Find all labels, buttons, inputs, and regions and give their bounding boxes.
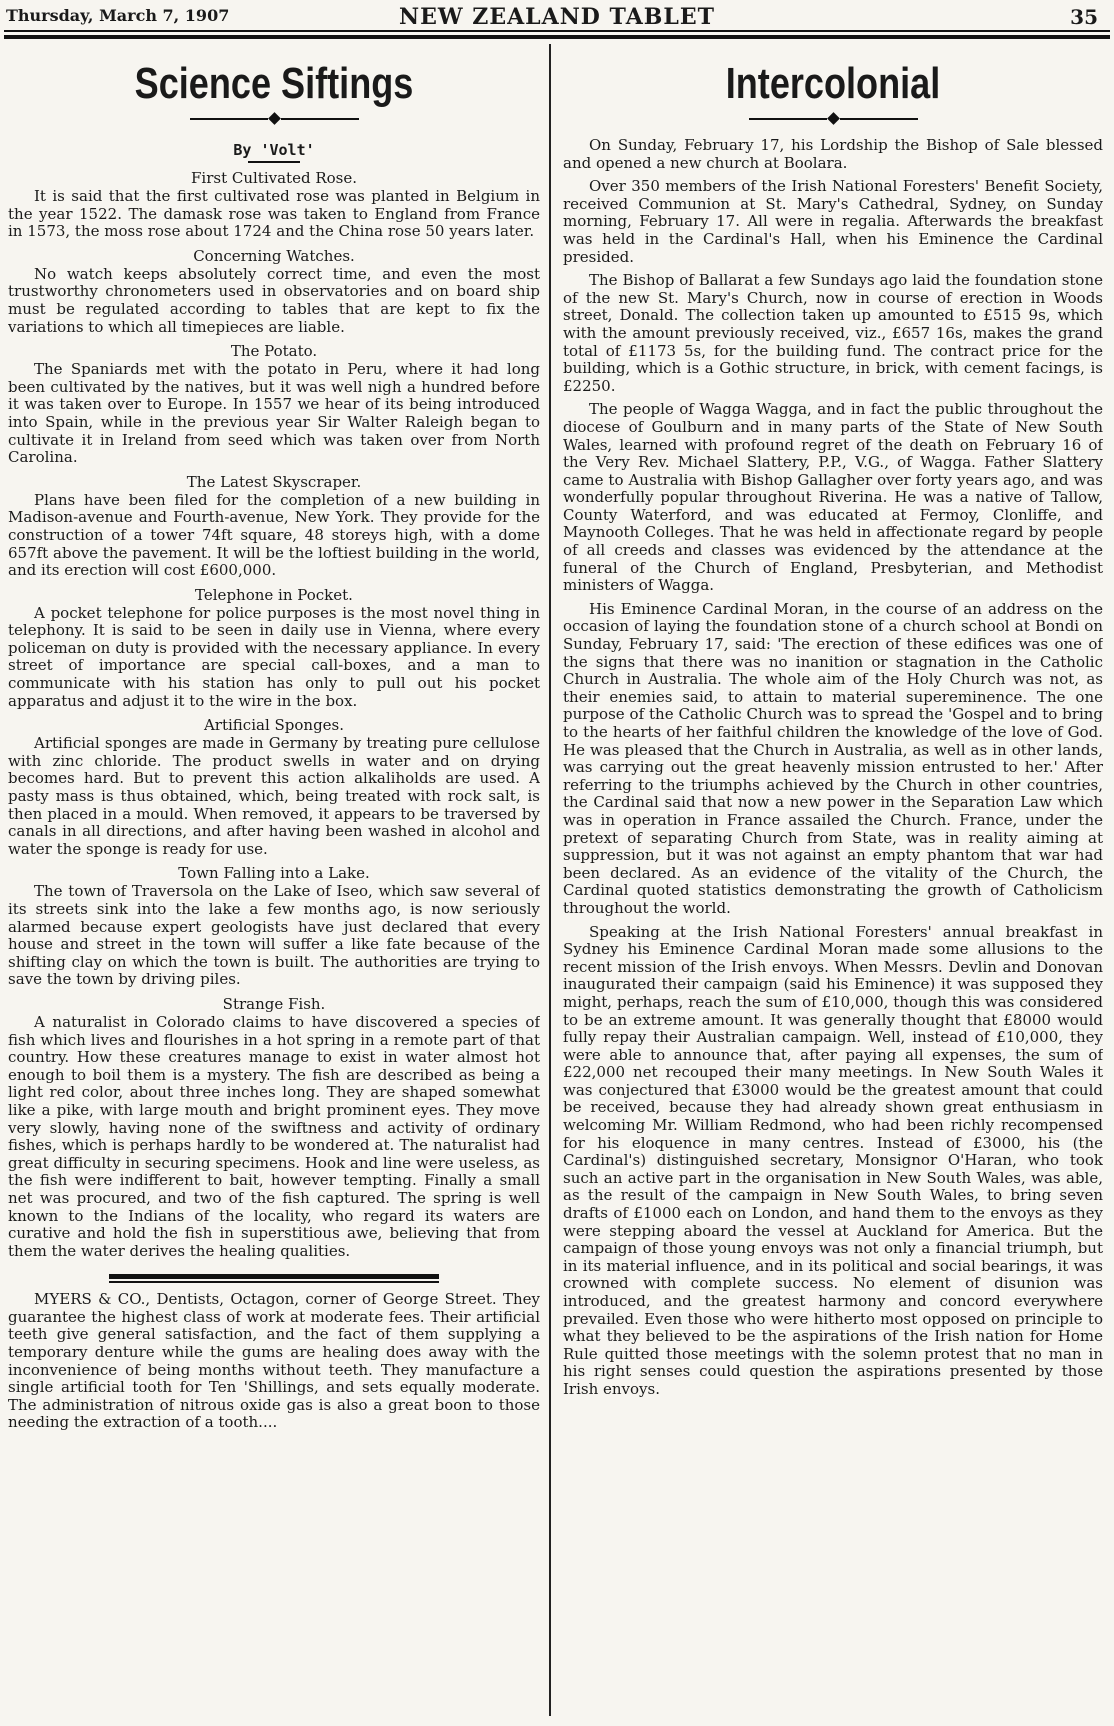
news-paragraph: The Bishop of Ballarat a few Sundays ago laid the foundation stone of the new St. Mary's Church, now in course of erection in Woods street, Donald. The collection taken up amounted to £515 9s, which with the amount previously received, viz., £657 16s, makes the grand total of £1173 5s, for the building fund. The contract price for the building, which is a Gothic structure, in brick, with cement facings, is £2250. bbox=[563, 271, 1103, 395]
page-header bbox=[6, 4, 1108, 30]
section-heading: The Latest Skyscraper. bbox=[186, 472, 362, 491]
advert-rule bbox=[109, 1274, 439, 1279]
section-heading: Strange Fish. bbox=[222, 994, 326, 1013]
news-paragraph: His Eminence Cardinal Moran, in the course of an address on the occasion of laying the foundation stone of a church school at Bondi on Sunday, February 17, said: 'The erection of these edifices was one of the signs that there was no inanition or stagnation in the Catholic Church in Australia. The whole aim of the Holy Church was not, as their enemies said, to attain to material supereminence. The one purpose of the Catholic Church was to spread the 'Gospel and to bring to the hearts of her faithful children the knowledge of the love of God. He was pleased that the Church in Australia, as well as in other lands, was carrying out the great heavenly mission entrusted to her.' After referring to the triumphs achieved by the Church in other countries, the Cardinal said that now a new power in the Separation Law which was in operation in France assailed the Church. France, under the pretext of separating Church from State, was in reality aiming at suppression, but it was not against an empty phantom that war had been declared. As an evidence of the vitality of the Church, the Cardinal quoted statistics demonstrating the growth of Catholicism throughout the world. bbox=[563, 599, 1103, 917]
news-paragraph: The people of Wagga Wagga, and in fact the public throughout the diocese of Goulburn and in many parts of the State of New South Wales, learned with profound regret of the death on February 16 of the Very Rev. Michael Slattery, P.P., V.G., of Wagga. Father Slattery came to Australia with Bishop Gallagher over forty years ago, and was wonderfully popular throughout Riverina. He was a native of Tallow, County Waterford, and was educated at Fermoy, Clonliffe, and Maynooth Colleges. That he was held in affectionate regard by people of all creeds and classes was evidenced by the attendance at the funeral of the Church of England, Presbyterian, and Methodist ministers of Wagga. bbox=[563, 400, 1103, 595]
section-heading: Concerning Watches. bbox=[193, 246, 355, 265]
byline: By 'Volt' bbox=[233, 141, 315, 159]
advert-rule-thin bbox=[109, 1281, 439, 1283]
section-body: Artificial sponges are made in Germany by treating pure cellulose with zinc chloride. The product swells in water and on drying becomes hard. But to prevent this action alkaliholds are used. A pasty mass is thus obtained, which, being treated with rock salt, is then placed in a mould. When removed, it appears to be traversed by canals in all directions, and after having been washed in alcohol and water the sponge is ready for use. bbox=[8, 734, 540, 858]
title-ornament bbox=[563, 114, 1103, 123]
byline-rule bbox=[248, 161, 300, 163]
science-siftings-column bbox=[8, 44, 540, 1720]
publication-title: NEW ZEALAND TABLET bbox=[399, 4, 715, 30]
news-paragraph: On Sunday, February 17, his Lordship the Bishop of Sale blessed and opened a new church at Boolara. bbox=[563, 136, 1103, 172]
advertisement: MYERS & CO., Dentists, Octagon, corner of George Street. They guarantee the highest class of work at moderate fees. Their artificial teeth give general satisfaction, and the fact of them supplying a temporary denture while the gums are healing does away with the inconvenience of being months without teeth. They manufacture a single artificial tooth for Ten 'Shillings, and sets equally moderate. The administration of nitrous oxide gas is also a great boon to those needing the extraction of a tooth.... bbox=[8, 1290, 540, 1432]
section-body: The town of Traversola on the Lake of Iseo, which saw several of its streets sink into the lake a few months ago, is now seriously alarmed because expert geologists have just declared that every house and street in the town will suffer a like fate because of the shifting clay on which the town is built. The authorities are trying to save the town by driving piles. bbox=[8, 882, 540, 989]
section-body: No watch keeps absolutely correct time, and even the most trustworthy chronometers used in observatories and on board ship must be regulated according to tables that are kept to fix the variations to which all timepieces are liable. bbox=[8, 264, 540, 336]
section-heading: The Potato. bbox=[230, 342, 318, 361]
section-heading: First Cultivated Rose. bbox=[191, 169, 357, 187]
section-body: A naturalist in Colorado claims to have discovered a species of fish which lives and flourishes in a hot spring in a remote part of that country. How these creatures manage to exist in water almost hot enough to boil them is a mystery. The fish are described as being a light red color, about three inches long. They are shaped somewhat like a pike, with large mouth and bright prominent eyes. They move very slowly, having none of the swiftness and activity of ordinary fishes, which is perhaps hardly to be wondered at. The naturalist had great difficulty in securing specimens. Hook and line were useless, as the fish were indifferent to bait, however tempting. Finally a small net was procured, and two of the fish captured. The spring is well known to the Indians of the locality, who regard its waters are curative and hold the fish in superstitious awe, believing that from them the water derives the healing qualities. bbox=[8, 1012, 540, 1260]
section-body: A pocket telephone for police purposes is the most novel thing in telephony. It is said to be seen in daily use in Vienna, where every policeman on duty is provided with the necessary appliance. In every street of importance are special call-boxes, and a man to communicate with his station has only to pull out his pocket apparatus and adjust it to the wire in the box. bbox=[8, 603, 540, 710]
section-heading: Telephone in Pocket. bbox=[195, 585, 353, 604]
title-ornament bbox=[8, 114, 540, 123]
diamond-icon bbox=[268, 112, 281, 125]
header-rule bbox=[4, 30, 1110, 32]
news-paragraph: Over 350 members of the Irish National Foresters' Benefit Society, received Communion at St. Mary's Cathedral, Sydney, on Sunday morning, February 17. All were in regalia. Afterwards the breakfast was held in the Cardinal's Hall, when his Eminence the Cardinal presided. bbox=[563, 177, 1103, 266]
section-body: It is said that the first cultivated rose was planted in Belgium in the year 1522. The damask rose was taken to England from France in 1573, the moss rose about 1724 and the China rose 50 years later. bbox=[8, 187, 540, 241]
section-body: Plans have been filed for the completion of a new building in Madison-avenue and Fourth-avenue, New York. They provide for the construction of a tower 74ft square, 48 storeys high, with a dome 657ft above the pavement. It will be the loftiest building in the world, and its erection will cost £600,000. bbox=[8, 490, 540, 580]
column-divider bbox=[549, 44, 551, 1716]
header-rule-thick bbox=[4, 35, 1110, 39]
issue-date: Thursday, March 7, 1907 bbox=[6, 6, 230, 25]
column-title: Intercolonial bbox=[725, 59, 941, 108]
news-paragraph: Speaking at the Irish National Foresters' annual breakfast in Sydney his Eminence Cardinal Moran made some allusions to the recent mission of the Irish envoys. When Messrs. Devlin and Donovan inaugurated their campaign (said his Eminence) it was supposed they might, perhaps, reach the sum of £10,000, though this was considered to be an extreme amount. It was generally thought that £8000 would fully repay their Australian campaign. Well, instead of £10,000, they were able to announce that, after paying all expenses, the sum of £22,000 net recouped their many meetings. In New South Wales it was conjectured that £3000 would be the greatest amount that could be received, because they had already shown great enthusiasm in welcoming Mr. William Redmond, who had been richly recompensed for his eloquence in many centres. Instead of £3000, his (the Cardinal's) distinguished secretary, Monsignor O'Haran, who took such an active part in the organisation in New South Wales, was able, as the result of the campaign in New South Wales, to bring seven drafts of £1000 each on London, and hand them to the envoys as they were stepping aboard the vessel at Auckland for America. But the campaign of those young envoys was not only a financial triumph, but in its material influence, and in its political and social bearings, it was crowned with complete success. No element of disunion was introduced, and the greatest harmony and concord everywhere prevailed. Even those who were hitherto most opposed on principle to what they believed to be the aspirations of the Irish nation for Home Rule quitted those meetings with the solemn protest that no man in his right senses could question the aspirations presented by those Irish envoys. bbox=[563, 922, 1103, 1398]
intercolonial-column bbox=[563, 44, 1103, 1720]
section-body: The Spaniards met with the potato in Peru, where it had long been cultivated by the natives, but it was well nigh a hundred before it was taken over to Europe. In 1557 we hear of its being introduced into Spain, while in the previous year Sir Walter Raleigh began to cultivate it in Ireland from seed which was taken over from North Carolina. bbox=[8, 360, 540, 467]
column-title: Science Siftings bbox=[134, 59, 414, 108]
page-number: 35 bbox=[1070, 5, 1098, 29]
section-heading: Town Falling into a Lake. bbox=[178, 864, 370, 883]
section-heading: Artificial Sponges. bbox=[203, 716, 345, 735]
diamond-icon bbox=[827, 112, 840, 125]
